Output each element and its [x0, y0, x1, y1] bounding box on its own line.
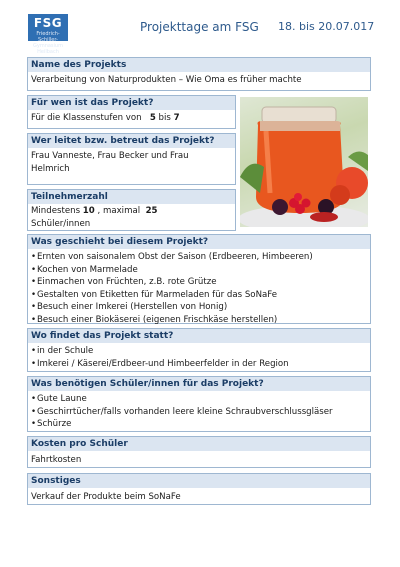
list-item: •Besuch einer Biokäserei (eigenen Frischkäse herstellen)	[31, 314, 278, 325]
section-heading: Wo findet das Projekt statt?	[28, 329, 370, 343]
logo-text: FSG	[33, 16, 63, 30]
section-costs	[27, 436, 371, 468]
section-heading: Für wen ist das Projekt?	[28, 96, 235, 110]
participants-mid: , maximal	[97, 206, 141, 216]
jam-jar-illustration	[240, 97, 368, 227]
participants-unit: Schüler/innen	[31, 218, 91, 229]
list-item: •Gute Laune	[31, 394, 87, 404]
costs-text: Fahrtkosten	[31, 455, 82, 465]
grade-from: 5	[149, 113, 156, 123]
section-misc	[27, 473, 371, 505]
misc-text: Verkauf der Produkte beim SoNaFe	[31, 492, 181, 502]
audience-prefix: Für die Klassenstufen von	[31, 113, 142, 123]
section-activities	[27, 234, 371, 324]
logo-subtext: Friedrich-Schiller-Gymnasium Heilbach	[33, 31, 63, 55]
page-title: Projekttage am FSG	[140, 20, 259, 34]
section-heading: Kosten pro Schüler	[28, 437, 370, 451]
participants-min: 10	[82, 206, 95, 216]
activities-list	[28, 249, 370, 326]
participants-text	[28, 204, 235, 230]
section-heading: Was benötigen Schüler/innen für das Projekt?	[28, 377, 370, 391]
section-materials	[27, 376, 371, 432]
list-item: •Kochen von Marmelade	[31, 264, 138, 275]
participants-prefix: Mindestens	[31, 206, 81, 216]
list-item: •Besuch einer Imkerei (Herstellen von Honig)	[31, 302, 228, 312]
list-item: •Einmachen von Früchten, z.B. rote Grütze	[31, 277, 217, 287]
jam-jar-photo	[240, 97, 368, 227]
section-project-name	[27, 57, 371, 91]
participants-line	[31, 205, 233, 218]
section-heading: Was geschieht bei diesem Projekt?	[28, 235, 370, 249]
section-heading: Teilnehmerzahl	[28, 190, 235, 204]
page-date: 18. bis 20.07.017	[278, 20, 375, 33]
section-participants	[27, 189, 236, 231]
materials-list	[28, 391, 370, 431]
grade-to: 7	[173, 113, 180, 123]
leaders-line: Helmrich	[31, 163, 70, 174]
section-heading: Name des Projekts	[28, 58, 370, 72]
section-location	[27, 328, 371, 372]
list-item: •Schürze	[31, 419, 72, 429]
location-list	[28, 343, 370, 370]
leaders-text	[28, 148, 235, 175]
list-item: •Gestalten von Etiketten für Marmeladen für das SoNaFe	[31, 289, 278, 300]
audience-text	[28, 110, 235, 125]
list-item: •Geschirrtücher/falls vorhanden leere kleine Schraubverschlussgläser	[31, 406, 333, 417]
list-item: •Ernten von saisonalem Obst der Saison (Erdbeeren, Himbeeren)	[31, 252, 313, 262]
school-logo	[28, 14, 68, 55]
section-audience	[27, 95, 236, 129]
section-heading: Wer leitet bzw. betreut das Projekt?	[28, 134, 235, 148]
list-item: •Imkerei / Käserei/Erdbeer-und Himbeerfelder in der Region	[31, 358, 289, 369]
list-item: •in der Schule	[31, 346, 94, 356]
audience-mid: bis	[158, 113, 171, 123]
section-heading: Sonstiges	[28, 474, 370, 488]
project-name-text: Verarbeitung von Naturprodukten – Wie Oma es früher machte	[31, 75, 302, 85]
section-leaders	[27, 133, 236, 185]
leaders-line: Frau Vanneste, Frau Becker und Frau	[31, 151, 189, 161]
participants-max: 25	[145, 206, 158, 216]
